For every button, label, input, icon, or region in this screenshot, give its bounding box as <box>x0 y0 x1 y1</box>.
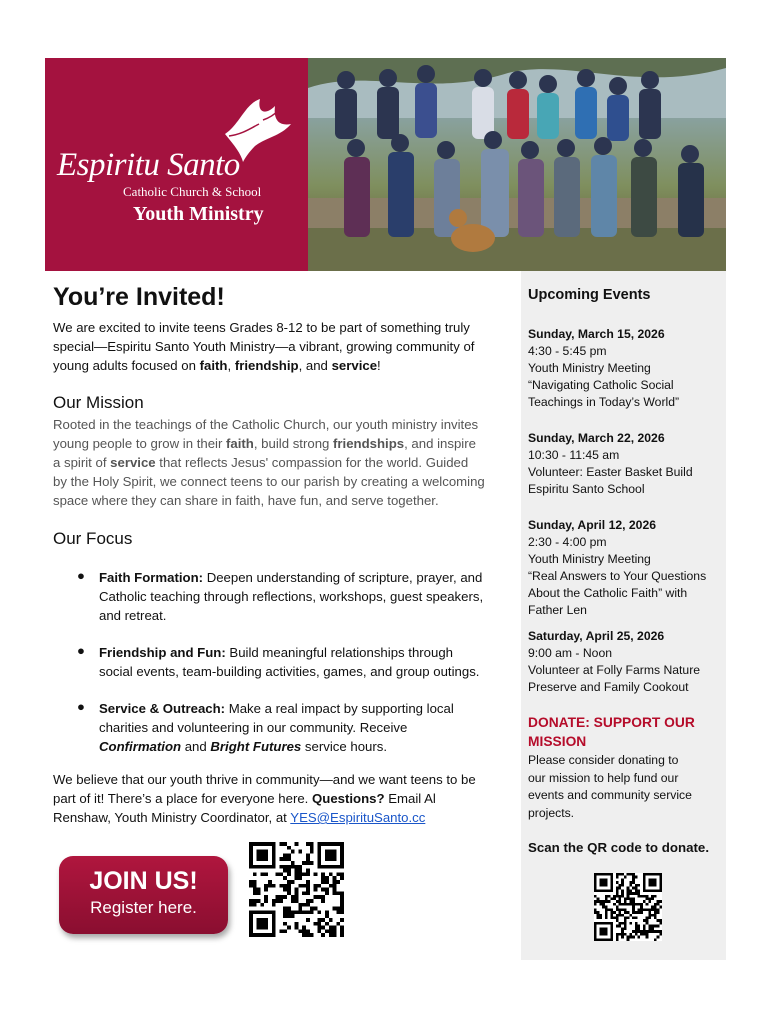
event-line: Teachings in Today’s World” <box>528 395 680 409</box>
bullet-icon: ● <box>77 699 85 714</box>
mission-text: young people to grow in their <box>53 436 227 451</box>
event-time: 2:30 - 4:00 pm <box>528 535 607 549</box>
intro-line-3 <box>53 356 513 375</box>
closing-text: Email Al <box>384 791 436 806</box>
event-line: Youth Ministry Meeting <box>528 361 651 375</box>
mission-line <box>53 434 518 453</box>
focus-title: Friendship and Fun: <box>99 645 226 660</box>
focus-item-faith <box>99 568 511 625</box>
scan-to-donate-text: Scan the QR code to donate. <box>528 840 710 855</box>
focus-line: Catholic teaching through reflections, workshops, guest speakers, <box>99 589 484 604</box>
join-us-label: JOIN US! <box>89 867 198 895</box>
logo-subtitle: Catholic Church & School <box>123 184 262 199</box>
bullet-icon: ● <box>77 643 85 658</box>
donate-heading-line: MISSION <box>528 734 587 749</box>
intro-paragraph <box>53 318 513 375</box>
event-date: Sunday, March 22, 2026 <box>528 431 665 445</box>
logo-banner <box>45 58 308 271</box>
donate-heading-line: DONATE: SUPPORT OUR <box>528 715 695 730</box>
focus-text: and <box>181 739 211 754</box>
invite-heading: You’re Invited! <box>53 283 225 311</box>
mission-paragraph <box>53 415 518 510</box>
event-line: “Real Answers to Your Questions <box>528 569 707 583</box>
event-line: Father Len <box>528 603 587 617</box>
word-service: service <box>331 358 378 373</box>
closing-text: Renshaw, Youth Ministry Coordinator, at <box>53 810 291 825</box>
focus-title: Service & Outreach: <box>99 701 226 716</box>
donate-line: events and community service <box>528 788 692 802</box>
questions-label: Questions? <box>312 791 385 806</box>
word-friendship: friendship <box>234 358 299 373</box>
word-service: service <box>110 455 156 470</box>
focus-item-friendship <box>99 643 511 681</box>
focus-line <box>99 568 511 587</box>
event-line: Youth Ministry Meeting <box>528 552 651 566</box>
event-item <box>528 430 723 498</box>
word-friendships: friendships <box>333 436 405 451</box>
focus-text: Deepen understanding of scripture, prayer, and <box>203 570 483 585</box>
sep: ! <box>377 358 381 373</box>
group-photo-illustration <box>308 58 726 271</box>
mission-text: a spirit of <box>53 455 111 470</box>
event-item <box>528 517 723 619</box>
focus-line: and retreat. <box>99 608 167 623</box>
word-faith: faith <box>226 436 254 451</box>
event-item <box>528 628 723 696</box>
event-line: About the Catholic Faith” with <box>528 586 688 600</box>
donate-qr-code[interactable] <box>594 873 662 941</box>
mission-line: by the Holy Spirit, we connect teens to our parish by creating a welcoming <box>53 474 485 489</box>
event-item <box>528 326 723 411</box>
logo-name: Espiritu Santo <box>57 147 240 183</box>
closing-text: part of it! There’s a place for everyone here. <box>53 791 313 806</box>
event-time: 10:30 - 11:45 am <box>528 448 620 462</box>
focus-text: Make a real impact by supporting local <box>225 701 454 716</box>
mission-line: Rooted in the teachings of the Catholic Church, our youth ministry invites <box>53 417 479 432</box>
sep: , <box>227 358 235 373</box>
focus-text: service hours. <box>301 739 388 754</box>
donate-line: Please consider donating to <box>528 753 679 767</box>
closing-line: We believe that our youth thrive in community—and we want teens to be <box>53 772 476 787</box>
event-line: Preserve and Family Cookout <box>528 680 689 694</box>
focus-line: charities and volunteering in our community. Receive <box>99 720 408 735</box>
mission-line <box>53 453 518 472</box>
event-time: 4:30 - 5:45 pm <box>528 344 607 358</box>
word-confirmation: Confirmation <box>99 739 182 754</box>
upcoming-events-heading: Upcoming Events <box>528 287 651 303</box>
join-us-button[interactable] <box>59 856 228 934</box>
focus-line: social events, team-building activities, games, and group outings. <box>99 664 480 679</box>
event-line: “Navigating Catholic Social <box>528 378 674 392</box>
mission-line: space where they can share in faith, have fun, and serve together. <box>53 493 439 508</box>
sep: , and <box>298 358 332 373</box>
intro-line-1: We are excited to invite teens Grades 8-12 to be part of something truly <box>53 320 470 335</box>
event-date: Saturday, April 25, 2026 <box>528 629 665 643</box>
bullet-icon: ● <box>77 568 85 583</box>
focus-item-service <box>99 699 511 756</box>
focus-line <box>99 699 511 718</box>
focus-title: Faith Formation: <box>99 570 204 585</box>
register-here-label: Register here. <box>90 898 197 917</box>
event-time: 9:00 am - Noon <box>528 646 613 660</box>
focus-line <box>99 737 511 756</box>
event-date: Sunday, April 12, 2026 <box>528 518 657 532</box>
event-line: Volunteer: Easter Basket Build <box>528 465 693 479</box>
event-line: Volunteer at Folly Farms Nature <box>528 663 701 677</box>
email-link[interactable]: YES@EspirituSanto.cc <box>290 810 426 825</box>
mission-text: that reflects Jesus' compassion for the world. Guided <box>155 455 469 470</box>
word-faith: faith <box>199 358 228 373</box>
donate-paragraph <box>528 752 708 822</box>
logo-ministry: Youth Ministry <box>133 203 264 225</box>
donate-line: projects. <box>528 805 575 820</box>
register-qr-code[interactable] <box>249 842 344 937</box>
group-photo <box>308 58 726 271</box>
closing-line <box>53 808 518 827</box>
focus-text: Build meaningful relationships through <box>225 645 454 660</box>
focus-line <box>99 643 511 662</box>
event-date: Sunday, March 15, 2026 <box>528 327 665 341</box>
event-line: Espiritu Santo School <box>528 482 645 496</box>
intro-line-2: special—Espiritu Santo Youth Ministry—a vibrant, growing community of <box>53 339 475 354</box>
word-bright-futures: Bright Futures <box>210 739 302 754</box>
mission-text: , build strong <box>253 436 334 451</box>
intro-text: young adults focused on <box>53 358 200 373</box>
donate-line: our mission to help fund our <box>528 770 679 785</box>
closing-line <box>53 789 518 808</box>
focus-heading: Our Focus <box>53 529 133 548</box>
closing-paragraph <box>53 770 518 827</box>
mission-text: , and inspire <box>404 436 476 451</box>
donate-heading <box>528 713 718 751</box>
mission-heading: Our Mission <box>53 393 144 412</box>
